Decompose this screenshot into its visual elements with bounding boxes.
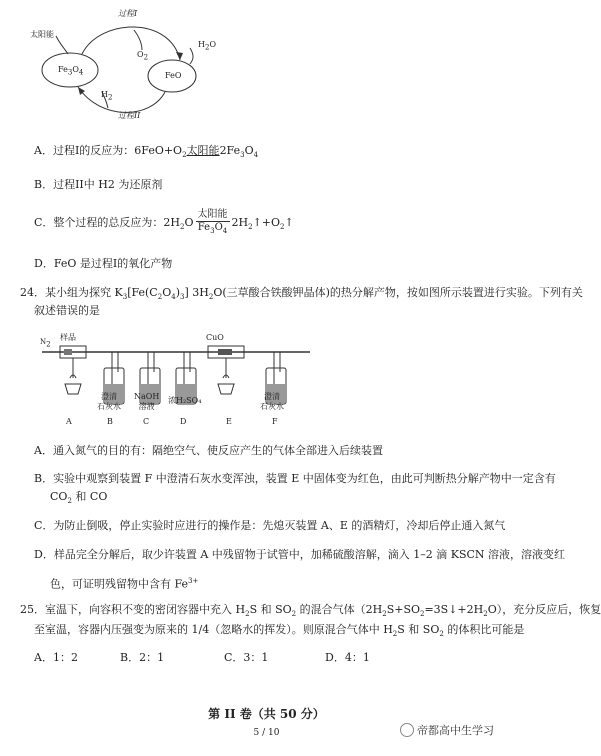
letter-e: E [226, 417, 232, 426]
label-sun: 太阳能 [30, 30, 54, 39]
page-number: 5 / 10 [253, 728, 280, 738]
q24-option-a: A．通入氮气的目的有：隔绝空气、使反应产生的气体全部进入后续装置 [34, 444, 383, 457]
q24-option-b-line2: $CO_2$ 和 CO [50, 490, 108, 506]
q24-option-d-line2: 色，可证明残留物中含有 $Fe^{3+}$ [50, 577, 199, 591]
label-h2: $H_2$ [101, 90, 113, 102]
label-sample: 样品 [60, 333, 76, 342]
label-bottle-c: NaOH 溶液 [134, 392, 160, 411]
letter-d: D [180, 417, 187, 426]
label-feo: FeO [165, 71, 182, 80]
label-h2o: $H_2O$ [198, 40, 217, 52]
label-bottle-b: 澄清 石灰水 [97, 392, 121, 411]
label-bottle-f: 澄清 石灰水 [260, 392, 284, 411]
q23-option-c: C．整个过程的总反应为：$2H_2O$ $\frac{\text{太阳能}}{Fe_3O_4}$ $2H_2↑+O_2↑$ [34, 209, 294, 235]
label-process1: 过程I [118, 9, 138, 18]
q25-option-b: B．2：1 [120, 651, 165, 664]
q24-option-b-line1: B．实验中观察到装置 F 中澄清石灰水变浑浊，装置 E 中固体变为红色，由此可判断热分解产物中一定含有 [34, 472, 556, 485]
q23-option-d: D．FeO 是过程I的氧化产物 [34, 257, 173, 270]
q24-stem-line2: 叙述错误的是 [34, 304, 100, 317]
q25-option-a: A．1：2 [34, 651, 78, 664]
watermark [400, 722, 494, 738]
label-process2: 过程II [118, 111, 141, 120]
q23-option-a: A．过程I的反应为：$6FeO+O_2$太阳能$2Fe_3O_4$ [34, 144, 259, 160]
q24-stem-line1: 24．某小组为探究 $K_3[Fe(C_2O_4)_3]$ $3H_2O$(三草酸合铁酸钾晶体)的热分解产物，按如图所示装置进行实验。下列有关 [20, 286, 583, 302]
label-fe3o4: $Fe_3O_4$ [58, 65, 84, 77]
label-o2: $O_2$ [137, 50, 149, 62]
label-n2: $N_2$ [40, 338, 51, 349]
watermark-text: 帝都高中生学习 [417, 724, 494, 737]
label-bottle-d: 浓H₂SO₄ [168, 396, 202, 405]
q24-option-c: C．为防止倒吸，停止实验时应进行的操作是：先熄灭装置 A、E 的酒精灯，冷却后停止通入氮气 [34, 519, 506, 532]
label-cuo: CuO [206, 333, 224, 342]
apparatus-diagram [40, 332, 320, 427]
q25-stem-line1: 25．室温下，向容积不变的密闭容器中充入 $H_2S$ 和 $SO_2$ 的混合气体$(2H_2S+SO_2=3S↓+2H_2O)$，充分反应后，恢复 [20, 603, 601, 619]
q23-option-b: B．过程II中 H2 为还原剂 [34, 178, 163, 191]
q25-option-d: D．4：1 [325, 651, 370, 664]
letter-c: C [143, 417, 150, 426]
section-title: 第 II 卷（共 50 分） [208, 707, 325, 721]
letter-a: A [66, 417, 72, 426]
letter-b: B [107, 417, 113, 426]
q24-option-d-line1: D．样品完全分解后，取少许装置 A 中残留物于试管中，加稀硫酸溶解，滴入 1–2 滴 KSCN 溶液，溶液变红 [34, 548, 566, 561]
letter-f: F [272, 417, 278, 426]
wechat-icon [400, 723, 414, 737]
q25-stem-line2: 至室温，容器内压强变为原来的 1/4（忽略水的挥发）。则原混合气体中 $H_2S$ 和 $SO_2$ 的体积比可能是 [34, 623, 525, 639]
q25-option-c: C．3：1 [224, 651, 269, 664]
